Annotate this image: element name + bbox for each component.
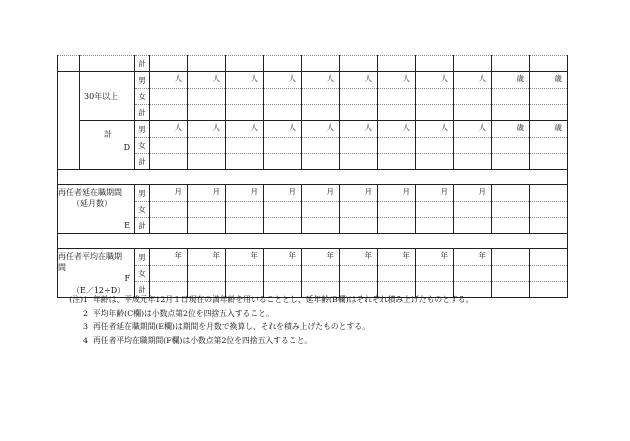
table-cell xyxy=(226,202,264,218)
table-row xyxy=(58,56,568,72)
table-row xyxy=(58,72,568,89)
table-cell-label: 年 xyxy=(340,249,378,266)
table-cell xyxy=(150,138,188,154)
table-cell xyxy=(416,56,454,72)
table-row xyxy=(58,249,568,266)
table-cell xyxy=(264,138,302,154)
table-cell xyxy=(530,185,568,202)
statistics-table xyxy=(57,55,568,298)
table-cell xyxy=(530,154,568,170)
table-cell-label: 人 xyxy=(188,72,226,89)
table-cell xyxy=(226,138,264,154)
table-cell xyxy=(378,89,416,105)
table-cell xyxy=(492,282,530,298)
table-cell xyxy=(340,89,378,105)
table-cell-label: 計 xyxy=(135,282,150,298)
table-cell xyxy=(302,89,340,105)
table-cell xyxy=(188,56,226,72)
table-cell xyxy=(492,89,530,105)
table-cell xyxy=(264,56,302,72)
table-cell xyxy=(378,218,416,234)
table-cell xyxy=(58,185,135,234)
table-cell-label: 月 xyxy=(378,185,416,202)
table-cell xyxy=(58,249,135,298)
average-mark: F xyxy=(124,274,130,283)
table-cell-label: 年 xyxy=(302,249,340,266)
table-cell xyxy=(492,105,530,121)
table-cell xyxy=(454,138,492,154)
table-cell-label: 月 xyxy=(264,185,302,202)
table-cell-label: 女 xyxy=(135,138,150,154)
table-cell xyxy=(302,154,340,170)
table-cell xyxy=(530,202,568,218)
table-cell xyxy=(492,138,530,154)
table-cell xyxy=(264,89,302,105)
table-cell xyxy=(150,56,188,72)
table-cell-label: 人 xyxy=(416,72,454,89)
table-cell-label: 男 xyxy=(135,249,150,266)
table-cell-label: 人 xyxy=(226,121,264,138)
table-cell-label: 月 xyxy=(150,185,188,202)
table-cell xyxy=(530,249,568,266)
table-cell-label: 男 xyxy=(135,72,150,89)
table-cell-label: 人 xyxy=(378,72,416,89)
table-cell xyxy=(378,56,416,72)
table-cell xyxy=(492,185,530,202)
average-title-cont: 間 xyxy=(58,263,66,272)
table-cell xyxy=(226,218,264,234)
table-row xyxy=(58,121,568,138)
table-cell xyxy=(226,56,264,72)
table-cell xyxy=(264,202,302,218)
table-cell xyxy=(150,105,188,121)
table-cell xyxy=(416,154,454,170)
table-cell xyxy=(150,266,188,282)
table-cell-label: 月 xyxy=(188,185,226,202)
table-cell-label: 年 xyxy=(264,249,302,266)
table-cell-label: 歳 xyxy=(530,72,568,89)
table-cell xyxy=(530,56,568,72)
table-cell xyxy=(416,202,454,218)
table-cell xyxy=(150,218,188,234)
table-cell-label: 人 xyxy=(378,121,416,138)
table-cell xyxy=(454,202,492,218)
table-cell-label: 年 xyxy=(150,249,188,266)
table-cell xyxy=(378,105,416,121)
table-row xyxy=(58,185,568,202)
table-cell xyxy=(188,138,226,154)
notes xyxy=(66,293,473,347)
table-cell xyxy=(340,105,378,121)
table-cell xyxy=(264,218,302,234)
table-cell xyxy=(58,72,80,170)
table-cell xyxy=(340,266,378,282)
note-item: 3 再任者延在職期間(E欄)は期間を月数で換算し、それを積み上げたものとする。 xyxy=(83,322,370,331)
table-cell xyxy=(340,56,378,72)
table-cell xyxy=(340,154,378,170)
table-cell xyxy=(188,266,226,282)
note-item: 2 平均年齢(C欄)は小数点第2位を四捨五入すること。 xyxy=(83,308,274,318)
table-cell-label: 月 xyxy=(302,185,340,202)
table-cell-label: 人 xyxy=(150,72,188,89)
table-cell xyxy=(188,105,226,121)
extension-mark: E xyxy=(124,221,130,230)
table-cell-label: 月 xyxy=(226,185,264,202)
table-cell xyxy=(188,218,226,234)
table-gap xyxy=(58,234,568,249)
table-cell-label: 月 xyxy=(340,185,378,202)
table-cell-label: 人 xyxy=(416,121,454,138)
table-cell xyxy=(530,266,568,282)
table-cell xyxy=(150,202,188,218)
table-cell xyxy=(530,138,568,154)
table-cell xyxy=(378,154,416,170)
table-cell xyxy=(226,89,264,105)
table-cell-label: 人 xyxy=(340,121,378,138)
table-cell-label: 人 xyxy=(302,121,340,138)
table-cell xyxy=(378,266,416,282)
table-cell-label: 年 xyxy=(188,249,226,266)
table-cell xyxy=(416,138,454,154)
table-cell-label: 歳 xyxy=(530,121,568,138)
table-cell xyxy=(80,72,135,121)
table-cell xyxy=(188,202,226,218)
table-cell xyxy=(150,89,188,105)
table-cell xyxy=(416,266,454,282)
table-cell xyxy=(58,234,568,249)
table-cell xyxy=(264,105,302,121)
table-cell-label: 歳 xyxy=(492,121,530,138)
table-cell xyxy=(492,154,530,170)
average-formula: （E／12÷D） xyxy=(72,286,126,295)
table-cell xyxy=(188,89,226,105)
table-cell-label: 年 xyxy=(378,249,416,266)
table-cell xyxy=(302,138,340,154)
table-cell xyxy=(378,202,416,218)
table-cell xyxy=(80,56,135,72)
table-cell xyxy=(454,154,492,170)
table-cell xyxy=(492,202,530,218)
note-item: (注)1 年齢は、平成元年12月１日現在の満年齢を用いることとし、延年齢(B欄)はそれぞれ積み上げたものとする。 xyxy=(69,295,474,304)
table-cell-label: 人 xyxy=(454,121,492,138)
table-cell xyxy=(454,56,492,72)
table-cell-label: 歳 xyxy=(492,72,530,89)
table-cell-label: 人 xyxy=(226,72,264,89)
table-row xyxy=(58,105,568,121)
table-cell-label: 人 xyxy=(454,72,492,89)
table-cell xyxy=(80,121,135,170)
table-cell xyxy=(416,89,454,105)
table-cell xyxy=(302,218,340,234)
table-cell xyxy=(454,105,492,121)
table-cell-label: 人 xyxy=(264,72,302,89)
table-cell-label: 年 xyxy=(416,249,454,266)
table-cell xyxy=(530,218,568,234)
table-cell-label: 人 xyxy=(188,121,226,138)
group-mark-d: D xyxy=(123,143,130,152)
table-cell xyxy=(226,105,264,121)
table-cell xyxy=(530,89,568,105)
table-cell xyxy=(492,266,530,282)
extension-subtitle: （延月数） xyxy=(72,199,112,208)
table-cell xyxy=(492,218,530,234)
table-cell-label: 計 xyxy=(135,56,150,72)
table-cell xyxy=(530,105,568,121)
table-cell xyxy=(302,202,340,218)
table-cell-label: 人 xyxy=(264,121,302,138)
table-cell xyxy=(150,154,188,170)
table-cell xyxy=(340,202,378,218)
table-cell-label: 月 xyxy=(416,185,454,202)
table-cell-label: 女 xyxy=(135,202,150,218)
table-cell xyxy=(302,266,340,282)
table-cell xyxy=(340,218,378,234)
table-gap xyxy=(58,170,568,185)
note-item: 4 再任者平均在職期間(F欄)は小数点第2位を四捨五入すること。 xyxy=(83,335,313,345)
average-title: 再任者平均在職期 xyxy=(58,252,122,261)
table-cell xyxy=(492,56,530,72)
table-cell-label: 計 xyxy=(135,105,150,121)
group-label-total: 計 xyxy=(104,130,112,139)
table-cell xyxy=(416,105,454,121)
table-cell xyxy=(416,218,454,234)
table-row xyxy=(58,89,568,105)
table-cell xyxy=(454,218,492,234)
table-cell xyxy=(530,282,568,298)
extension-title: 再任者延在職期間 xyxy=(58,188,122,197)
table-cell xyxy=(264,154,302,170)
table-cell-label: 人 xyxy=(302,72,340,89)
table-cell xyxy=(302,105,340,121)
table-cell xyxy=(226,154,264,170)
group-label-over30: 30年以上 xyxy=(84,91,119,101)
table-cell-label: 女 xyxy=(135,266,150,282)
table-cell-label: 男 xyxy=(135,121,150,138)
table-cell xyxy=(454,89,492,105)
table-cell xyxy=(340,138,378,154)
table-cell-label: 計 xyxy=(135,154,150,170)
table-cell xyxy=(264,266,302,282)
table-cell xyxy=(302,56,340,72)
table-cell xyxy=(454,266,492,282)
table-cell-label: 人 xyxy=(150,121,188,138)
table-cell xyxy=(58,170,568,185)
table-cell-label: 計 xyxy=(135,218,150,234)
table-cell xyxy=(226,266,264,282)
table-cell-label: 年 xyxy=(226,249,264,266)
table-cell xyxy=(492,249,530,266)
table-cell-label: 男 xyxy=(135,185,150,202)
table-cell xyxy=(188,154,226,170)
table-cell-label: 年 xyxy=(454,249,492,266)
table-cell-label: 月 xyxy=(454,185,492,202)
table-cell-label: 人 xyxy=(340,72,378,89)
table-cell xyxy=(58,56,80,72)
table-cell xyxy=(378,138,416,154)
table-cell-label: 女 xyxy=(135,89,150,105)
